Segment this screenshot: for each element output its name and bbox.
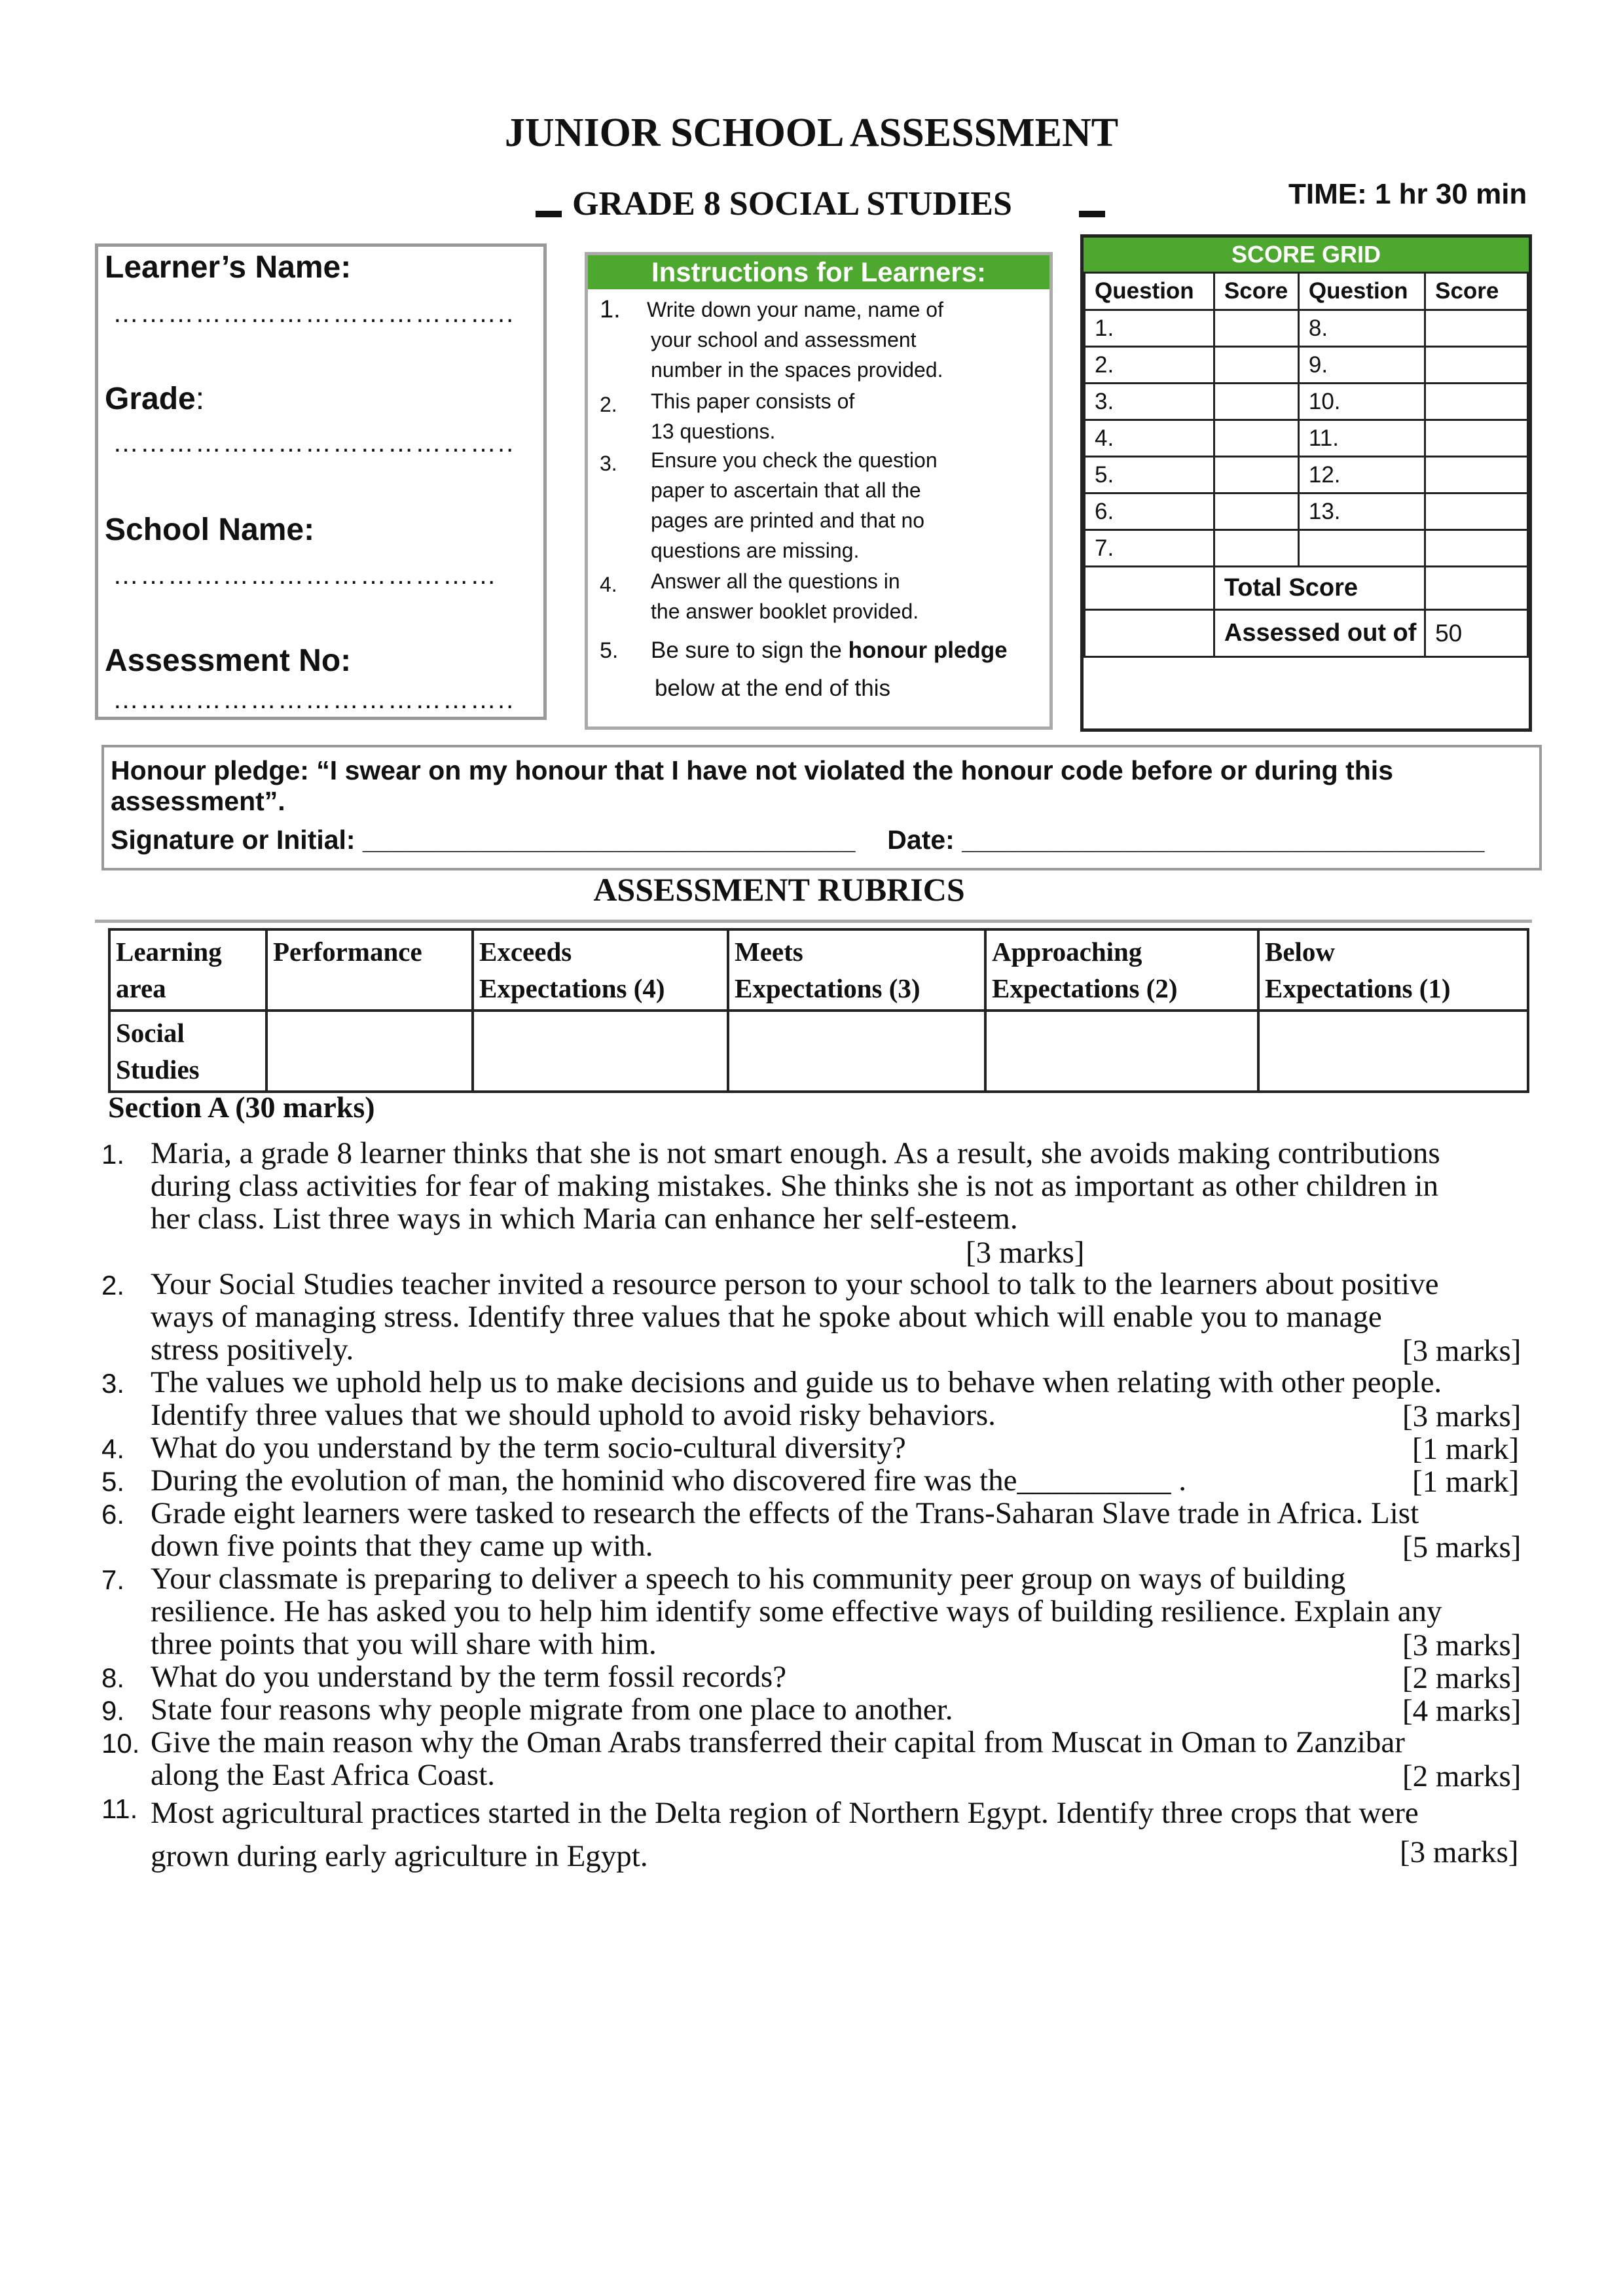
- score-cell[interactable]: [1425, 347, 1528, 384]
- question-text: Give the main reason why the Oman Arabs transferred their capital from Muscat in Oman to Zanzibar along the East Africa Coast.: [151, 1725, 1405, 1792]
- assessed-out-of-row: [1085, 610, 1528, 657]
- instruction-item: Ensure you check the question paper to ascertain that all the pages are printed and that no questions are missing.: [651, 448, 938, 562]
- question-marks: [1 mark]: [1412, 1432, 1520, 1466]
- score-cell[interactable]: [1425, 384, 1528, 420]
- empty-cell: [1298, 530, 1425, 567]
- signature-label: Signature or Initial:: [111, 825, 363, 855]
- question-marks: [3 marks]: [966, 1236, 1085, 1270]
- question-text: Most agricultural practices started in the Delta region of Northern Egypt. Identify three crops that were grown during early agriculture in Egypt.: [151, 1796, 1419, 1873]
- question-number: 2.: [101, 1270, 125, 1300]
- score-grid-row: [1085, 530, 1528, 567]
- date-field[interactable]: ___________________________________: [962, 825, 1485, 855]
- school-name-label: School Name:: [105, 512, 315, 547]
- page-title: JUNIOR SCHOOL ASSESSMENT: [504, 111, 1119, 155]
- score-cell[interactable]: [1214, 384, 1298, 420]
- honour-pledge-box: [101, 745, 1542, 870]
- instruction-number: 1.: [600, 296, 621, 323]
- rubric-header: Performance: [266, 929, 473, 1011]
- rubric-cell[interactable]: [1258, 1011, 1528, 1092]
- column-header: Score: [1425, 273, 1528, 310]
- question-marks: [5 marks]: [1402, 1530, 1522, 1564]
- instructions-heading: Instructions for Learners:: [588, 255, 1049, 289]
- question-marks: [2 marks]: [1402, 1661, 1522, 1695]
- question-text: What do you understand by the term fossil records?: [151, 1660, 787, 1694]
- subtitle-dash-left: [536, 211, 562, 217]
- signature-date-line: [111, 825, 1484, 855]
- rubric-cell[interactable]: [985, 1011, 1258, 1092]
- question-number: 6.: [101, 1499, 125, 1530]
- question-number: 4.: [1085, 420, 1214, 457]
- rubric-cell[interactable]: [473, 1011, 728, 1092]
- instruction-number: 5.: [600, 638, 619, 663]
- column-header: Score: [1214, 273, 1298, 310]
- score-grid-row: [1085, 384, 1528, 420]
- instruction-number: 4.: [600, 573, 617, 596]
- learner-name-label: Learner’s Name:: [105, 250, 352, 285]
- section-a-title: Section A (30 marks): [108, 1090, 375, 1124]
- score-grid-row: [1085, 493, 1528, 530]
- learner-details-box: [95, 243, 547, 720]
- instruction-item: Answer all the questions in the answer booklet provided.: [651, 569, 919, 623]
- score-cell[interactable]: [1425, 310, 1528, 347]
- instruction-number: 2.: [600, 393, 617, 416]
- score-grid-table: [1084, 272, 1529, 658]
- score-cell[interactable]: [1214, 493, 1298, 530]
- grade-field[interactable]: ……………………………………..: [113, 429, 515, 457]
- rubric-header: Exceeds Expectations (4): [473, 929, 728, 1011]
- column-header: Question: [1085, 273, 1214, 310]
- question-marks: [3 marks]: [1402, 1628, 1522, 1662]
- question-number: 6.: [1085, 493, 1214, 530]
- question-number: 7.: [1085, 530, 1214, 567]
- time-allowed: TIME: 1 hr 30 min: [1288, 178, 1527, 210]
- school-name-field[interactable]: ……………………………………: [113, 561, 498, 590]
- signature-field[interactable]: _________________________________: [362, 825, 856, 855]
- question-text: Your classmate is preparing to deliver a speech to his community peer group on ways of building resilience. He has asked you to help him identify some effective ways of building resilience. Explain any three points that you will share with him.: [151, 1562, 1442, 1661]
- question-text: Maria, a grade 8 learner thinks that she is not smart enough. As a result, she avoids making contributions during class activities for fear of making mistakes. She thinks she is not as important as other children in her class. List three ways in which Maria can enhance her self-esteem.: [151, 1136, 1440, 1236]
- score-grid-row: [1085, 310, 1528, 347]
- question-marks: [1 mark]: [1412, 1465, 1520, 1499]
- honour-pledge-text: Honour pledge: “I swear on my honour that I have not violated the honour code before or during this assessment”.: [111, 755, 1393, 816]
- question-number: 3.: [1085, 384, 1214, 420]
- question-number: 5.: [1085, 457, 1214, 493]
- score-cell[interactable]: [1214, 310, 1298, 347]
- instruction-item: Be sure to sign the honour pledge below at the end of this: [651, 637, 1008, 701]
- assessed-out-of-value: 50: [1425, 610, 1528, 657]
- date-label: Date:: [887, 825, 962, 855]
- question-marks: [3 marks]: [1402, 1334, 1522, 1368]
- question-number: 3.: [101, 1368, 125, 1399]
- column-header: Question: [1298, 273, 1425, 310]
- empty-cell: [1085, 610, 1214, 657]
- assessed-out-of-label: Assessed out of: [1214, 610, 1425, 657]
- rubrics-divider: [95, 920, 1532, 923]
- rubrics-title: ASSESSMENT RUBRICS: [593, 871, 965, 908]
- question-number: 7.: [101, 1564, 125, 1595]
- rubrics-table: [108, 928, 1529, 1093]
- question-number: 12.: [1298, 457, 1425, 493]
- question-number: 11.: [1298, 420, 1425, 457]
- question-text: Grade eight learners were tasked to research the effects of the Trans-Saharan Slave trade in Africa. List down five points that they came up with.: [151, 1496, 1419, 1563]
- total-score-row: [1085, 567, 1528, 610]
- score-grid-box: [1080, 234, 1532, 732]
- question-number: 13.: [1298, 493, 1425, 530]
- question-text: What do you understand by the term socio-cultural diversity?: [151, 1431, 906, 1465]
- rubrics-row: [109, 1011, 1528, 1092]
- score-cell[interactable]: [1214, 347, 1298, 384]
- rubrics-header-row: [109, 929, 1528, 1011]
- rubric-header: Approaching Expectations (2): [985, 929, 1258, 1011]
- score-cell[interactable]: [1214, 530, 1298, 567]
- assessment-no-label: Assessment No:: [105, 643, 352, 678]
- question-text: State four reasons why people migrate from one place to another.: [151, 1693, 953, 1727]
- rubric-header: Learning area: [109, 929, 266, 1011]
- empty-cell: [1085, 567, 1214, 610]
- score-cell[interactable]: [1425, 457, 1528, 493]
- question-number: 4.: [101, 1433, 125, 1464]
- question-text: During the evolution of man, the hominid who discovered fire was the__________ .: [151, 1463, 1187, 1498]
- question-number: 1.: [101, 1139, 125, 1170]
- question-marks: [3 marks]: [1400, 1835, 1519, 1869]
- instructions-box: [585, 252, 1053, 730]
- question-number: 8.: [1298, 310, 1425, 347]
- question-number: 11.: [101, 1793, 138, 1824]
- instruction-item: Write down your name, name of your school and assessment number in the spaces provided.: [647, 298, 943, 382]
- score-cell[interactable]: [1425, 493, 1528, 530]
- score-grid-row: [1085, 420, 1528, 457]
- question-number: 8.: [101, 1662, 125, 1693]
- score-grid-header-row: [1085, 273, 1528, 310]
- score-cell[interactable]: [1214, 457, 1298, 493]
- question-number: 10.: [1298, 384, 1425, 420]
- rubric-header: Below Expectations (1): [1258, 929, 1528, 1011]
- total-score-label: Total Score: [1214, 567, 1425, 610]
- question-text: Your Social Studies teacher invited a resource person to your school to talk to the learners about positive ways of managing stress. Identify three values that he spoke about which will enable you to manage stress positively.: [151, 1267, 1439, 1367]
- assessment-no-field[interactable]: ……………………………………..: [113, 685, 515, 714]
- score-grid-row: [1085, 347, 1528, 384]
- question-marks: [3 marks]: [1402, 1399, 1522, 1433]
- rubric-header: Meets Expectations (3): [728, 929, 985, 1011]
- question-number: 1.: [1085, 310, 1214, 347]
- question-marks: [4 marks]: [1402, 1694, 1522, 1728]
- question-number: 5.: [101, 1466, 125, 1497]
- grade-label: Grade:: [105, 382, 205, 416]
- question-number: 9.: [1298, 347, 1425, 384]
- instruction-item: This paper consists of 13 questions.: [651, 389, 855, 443]
- score-cell[interactable]: [1425, 420, 1528, 457]
- question-text: The values we uphold help us to make decisions and guide us to behave when relating with other people. Identify three values that we should uphold to avoid risky behaviors.: [151, 1365, 1442, 1432]
- rubric-learning-area: Social Studies: [109, 1011, 266, 1092]
- question-number: 2.: [1085, 347, 1214, 384]
- question-number: 9.: [101, 1695, 125, 1726]
- subtitle-dash-right: [1079, 211, 1105, 217]
- rubric-cell[interactable]: [728, 1011, 985, 1092]
- question-number: 10.: [101, 1728, 140, 1759]
- rubric-cell[interactable]: [266, 1011, 473, 1092]
- instruction-number: 3.: [600, 452, 617, 475]
- learner-name-field[interactable]: ……………………………………..: [113, 299, 515, 328]
- score-grid-row: [1085, 457, 1528, 493]
- score-cell[interactable]: [1214, 420, 1298, 457]
- total-score-cell[interactable]: [1425, 567, 1528, 610]
- question-marks: [2 marks]: [1402, 1759, 1522, 1793]
- subtitle: GRADE 8 SOCIAL STUDIES: [572, 185, 1012, 223]
- empty-cell: [1425, 530, 1528, 567]
- score-grid-heading: SCORE GRID: [1084, 238, 1529, 272]
